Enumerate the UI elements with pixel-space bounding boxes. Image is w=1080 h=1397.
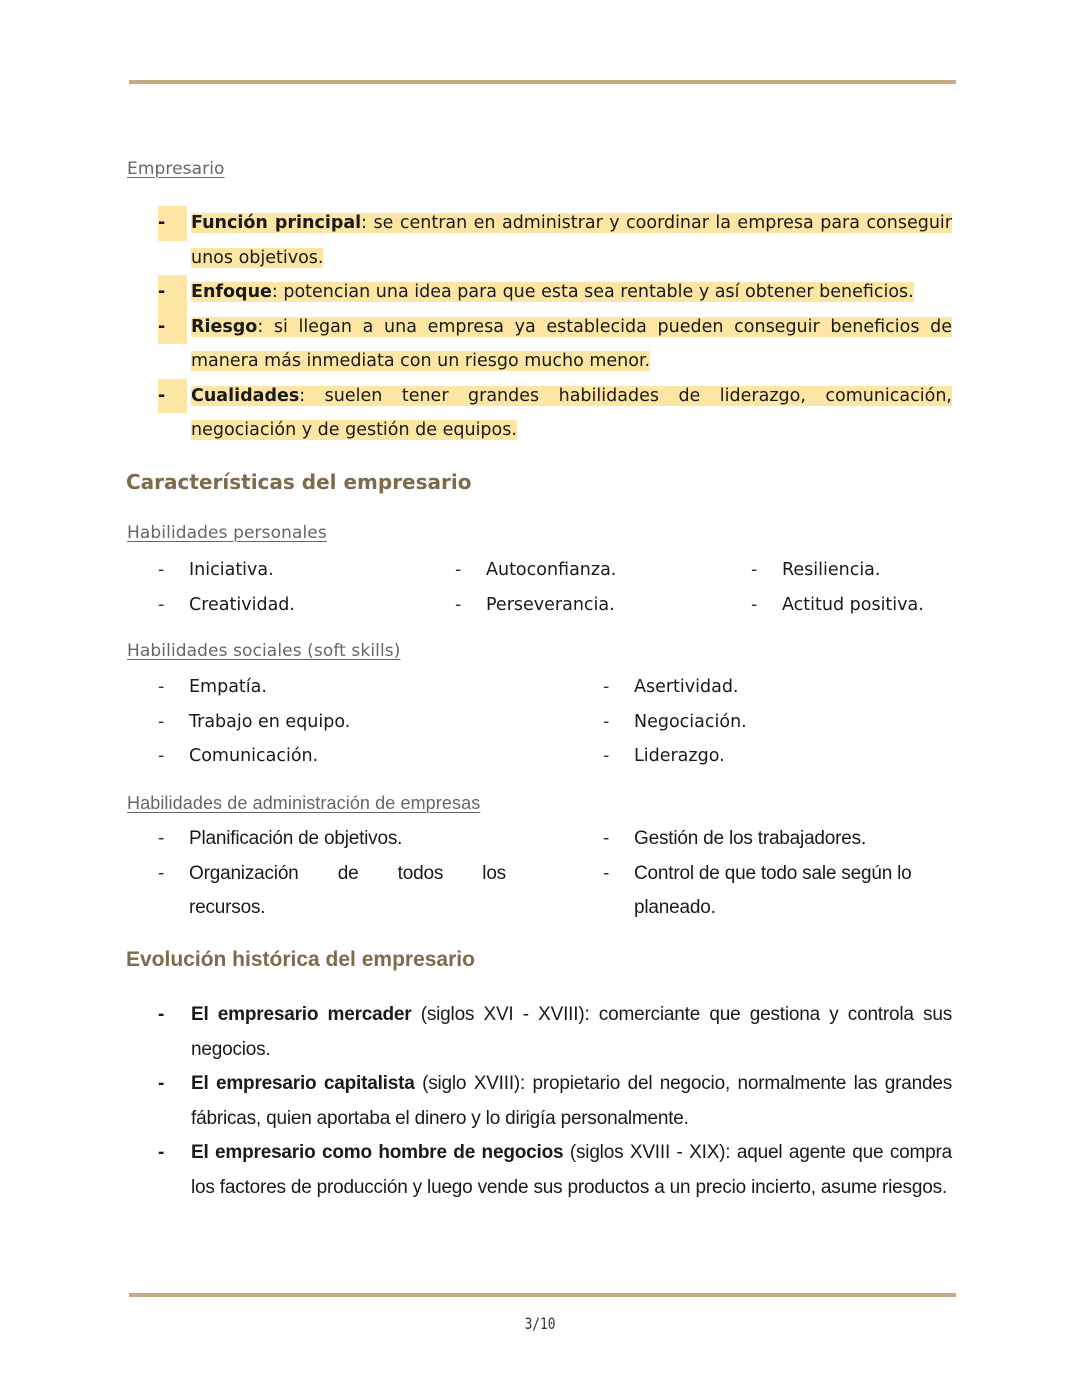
list-item xyxy=(0,1136,1080,1205)
section-heading-evolucion: Evolución histórica del empresario xyxy=(126,948,475,971)
bullet-dash: - xyxy=(455,560,462,580)
item-text: (siglo XVIII): propietario del negocio, normalmente las grandes fábricas, quien aportaba el dinero y lo dirigía personalmente. xyxy=(191,1073,952,1129)
list-item xyxy=(0,275,1080,310)
item-text: Iniciativa. xyxy=(189,560,274,580)
bullet-dash: - xyxy=(603,677,610,697)
item-label: Enfoque xyxy=(191,282,272,302)
bullet-dash: - xyxy=(158,1073,165,1094)
list-item xyxy=(0,998,1080,1067)
bullet-dash: - xyxy=(158,275,187,310)
bullet-dash: - xyxy=(158,1004,165,1025)
item-text-continued: recursos. xyxy=(189,897,266,918)
subheading-sociales: Habilidades sociales (soft skills) xyxy=(127,641,401,661)
item-label: Riesgo xyxy=(191,316,258,337)
list-item xyxy=(0,206,1080,275)
bullet-dash: - xyxy=(158,828,165,849)
section-heading-caracteristicas: Características del empresario xyxy=(126,470,472,494)
empresario-list xyxy=(0,206,1080,448)
item-text: Gestión de los trabajadores. xyxy=(634,828,867,849)
bullet-dash: - xyxy=(158,746,165,766)
bullet-dash: - xyxy=(158,711,165,732)
item-text: Perseverancia. xyxy=(486,594,615,615)
bullet-dash: - xyxy=(603,828,610,849)
item-text: : si llegan a una empresa ya establecida pueden conseguir beneficios de manera más inmediata con un riesgo mucho menor. xyxy=(191,316,952,371)
item-text: Planificación de objetivos. xyxy=(189,828,403,849)
item-text: Creatividad. xyxy=(189,594,295,615)
item-text: Control de que todo sale según lo xyxy=(634,862,912,884)
bullet-dash: - xyxy=(455,594,462,615)
bullet-dash: - xyxy=(158,1142,165,1163)
bullet-dash: - xyxy=(158,310,187,345)
subheading-personales: Habilidades personales xyxy=(127,523,327,543)
bullet-dash: - xyxy=(158,206,187,241)
subheading-empresario: Empresario xyxy=(127,159,225,179)
bullet-dash: - xyxy=(751,594,758,615)
evolucion-list xyxy=(0,998,1080,1205)
list-item xyxy=(0,310,1080,379)
item-text: Actitud positiva. xyxy=(782,594,924,615)
list-item xyxy=(0,379,1080,448)
item-label: El empresario mercader xyxy=(191,1004,412,1025)
bullet-dash: - xyxy=(158,379,187,414)
item-text: Asertividad. xyxy=(634,677,739,697)
bullet-dash: - xyxy=(158,677,165,697)
page-number: 3/10 xyxy=(524,1314,556,1333)
item-text: (siglos XVIII - XIX): aquel agente que compra los factores de producción y luego vende sus productos a un precio incierto, asume riesgos. xyxy=(191,1142,952,1198)
item-text: Comunicación. xyxy=(189,746,319,766)
bullet-dash: - xyxy=(158,594,165,615)
bullet-dash: - xyxy=(603,862,610,884)
item-label: Cualidades xyxy=(191,385,300,406)
item-label: Función principal xyxy=(191,213,362,233)
header-rule xyxy=(129,80,956,84)
subheading-administracion: Habilidades de administración de empresas xyxy=(127,793,481,813)
bullet-dash: - xyxy=(603,746,610,766)
footer-rule xyxy=(129,1293,956,1297)
item-text: : se centran en administrar y coordinar la empresa para conseguir unos objetivos. xyxy=(191,213,952,268)
item-text: Organización de todos los xyxy=(189,862,506,884)
item-text: (siglos XVI - XVIII): comerciante que gestiona y controla sus negocios. xyxy=(191,1004,952,1060)
list-item xyxy=(0,1067,1080,1136)
bullet-dash: - xyxy=(158,862,165,884)
item-text: : potencian una idea para que esta sea rentable y así obtener beneficios. xyxy=(271,282,914,302)
bullet-dash: - xyxy=(603,711,610,732)
item-text-continued: planeado. xyxy=(634,897,716,918)
item-text: Trabajo en equipo. xyxy=(189,711,351,732)
item-label: El empresario capitalista xyxy=(191,1073,415,1094)
item-text: : suelen tener grandes habilidades de liderazgo, comunicación, negociación y de gestión de equipos. xyxy=(191,385,952,440)
bullet-dash: - xyxy=(751,560,758,580)
item-text: Negociación. xyxy=(634,711,747,732)
item-text: Resiliencia. xyxy=(782,560,881,580)
item-label: El empresario como hombre de negocios xyxy=(191,1142,564,1163)
item-text: Liderazgo. xyxy=(634,746,725,766)
bullet-dash: - xyxy=(158,560,165,580)
item-text: Empatía. xyxy=(189,677,267,697)
item-text: Autoconfianza. xyxy=(486,560,617,580)
